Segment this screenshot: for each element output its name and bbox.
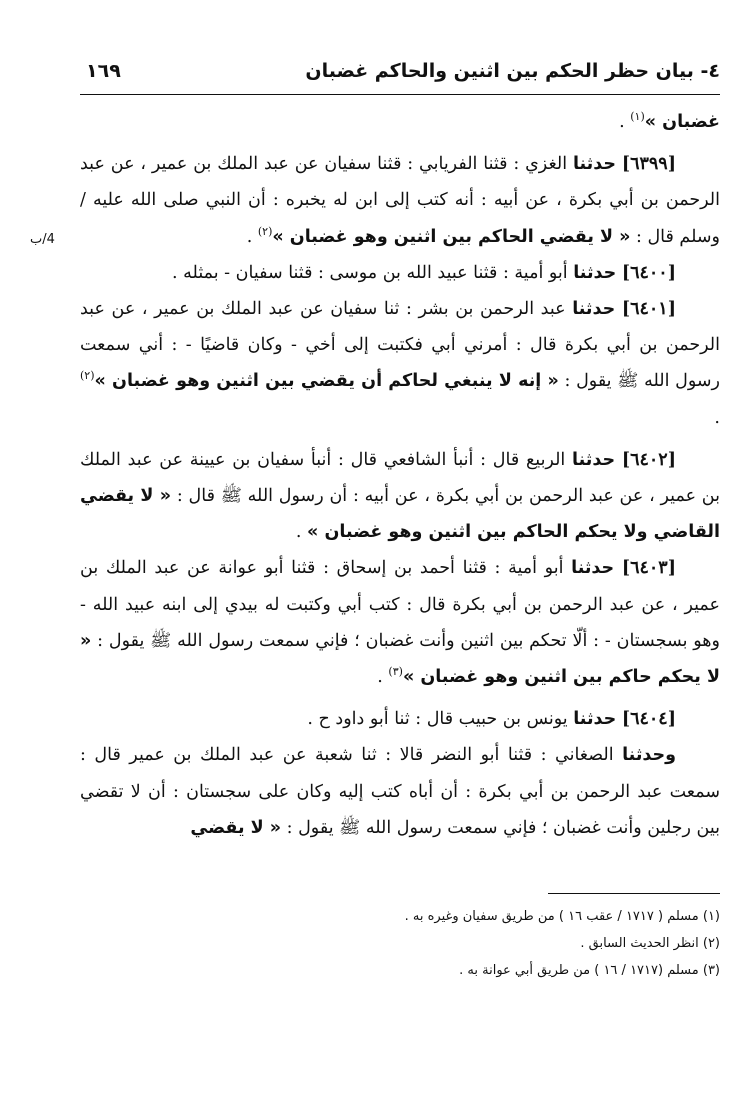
hadith-6402 — [80, 442, 720, 551]
matn-text: « لا يقضي القاضي ولا يحكم الحاكم بين اثنين وهو غضبان » — [80, 486, 720, 543]
footnotes — [80, 903, 720, 984]
hadith-number: [٦٤٠٣] — [621, 558, 676, 579]
manuscript-folio-marker: 4/ب — [30, 232, 55, 247]
footnote-1: (١) مسلم ( ١٧١٧ / عقب ١٦ ) من طريق سفيان وغيره به . — [404, 909, 720, 924]
isnad-text: الغزي : قثنا الفريابي : قثنا سفيان عن عبد الملك بن عمير ، عن عبد الرحمن بن أبي بكرة ، عن أبيه : أنه كتب إلى ابن له يخبره : أن النبي صلى الله عليه / وسلم قال : — [80, 154, 720, 247]
hadith-text — [80, 104, 720, 846]
footnote-ref: (٢) — [80, 369, 95, 383]
hadith-6403 — [80, 550, 720, 695]
paragraph-end: . — [246, 226, 258, 247]
matn-text: « إنه لا ينبغي لحاكم أن يقضي بين اثنين وهو غضبان » — [94, 371, 559, 392]
paragraph-end: . — [619, 112, 631, 132]
footnote-3: (٣) مسلم (١٧١٧ / ١٦ ) من طريق أبي عوانة به . — [459, 963, 720, 978]
narration-keyword: حدثنا — [573, 262, 617, 283]
isnad-text: عبد الرحمن بن بشر : ثنا سفيان عن عبد الملك بن عمير ، عن عبد الرحمن بن أبي بكرة قال : أمرني أبي فكتبت إلى أخي - وكان قاضيًا - : أني سمعت رسول الله ﷺ يقول : — [80, 299, 720, 392]
isnad-text: الربيع قال : أنبأ الشافعي قال : أنبأ سفيان بن عيينة عن عبد الملك بن عمير ، عن عبد الرحمن بن أبي بكرة ، عن أبيه : أن رسول الله ﷺ قال : — [80, 449, 720, 507]
matn-text: غضبان » — [644, 112, 720, 132]
hadith-6400 — [80, 255, 720, 291]
hadith-6399 — [80, 146, 720, 255]
page-number: ١٦٩ — [86, 60, 121, 82]
hadith-6404 — [80, 701, 720, 737]
matn-text: « لا يحكم حاكم بين اثنين وهو غضبان » — [80, 630, 720, 688]
narration-keyword: حدثنا — [573, 709, 617, 730]
matn-text: « لا يقضي — [190, 817, 282, 838]
footnote-ref: (٢) — [257, 224, 273, 238]
hadith-number: [٦٤٠٠] — [621, 262, 676, 283]
footnote-ref: (١) — [630, 110, 645, 124]
isnad-text: يونس بن حبيب قال : ثنا أبو داود ح . — [307, 709, 574, 730]
hadith-6404-second-chain — [80, 737, 720, 846]
paragraph-end: . — [377, 667, 389, 688]
hadith-number: [٦٤٠٢] — [621, 449, 676, 470]
footnote-ref: (٣) — [388, 665, 403, 679]
narration-keyword: حدثنا — [572, 449, 616, 470]
paragraph-end: . — [295, 522, 308, 543]
continued-paragraph — [80, 104, 720, 140]
narration-keyword: حدثنا — [572, 299, 616, 320]
chapter-title: ٤- بيان حظر الحكم بين اثنين والحاكم غضبان — [305, 60, 720, 82]
narration-keyword: حدثنا — [571, 558, 615, 579]
narration-keyword: حدثنا — [572, 154, 616, 175]
hadith-number: [٦٣٩٩] — [621, 154, 676, 175]
isnad-text: أبو أمية : قثنا عبيد الله بن موسى : قثنا سفيان - بمثله . — [172, 262, 574, 283]
footnote-separator — [548, 893, 720, 894]
running-header — [80, 52, 720, 95]
paragraph-end: . — [714, 407, 720, 428]
footnote-2: (٢) انظر الحديث السابق . — [580, 936, 720, 951]
isnad-text: الصغاني : قثنا أبو النضر قالا : ثنا شعبة عن عبد الملك بن عمير قال : سمعت عبد الرحمن بن أبي بكرة : أن أباه كتب إليه وكان على سجستان : أن لا تقضي بين رجلين وأنت غضبان ؛ فإني سمعت رسول الله ﷺ يقول : — [80, 745, 720, 838]
hadith-6401 — [80, 291, 720, 436]
matn-text: « لا يقضي الحاكم بين اثنين وهو غضبان » — [272, 226, 631, 247]
narration-keyword: وحدثنا — [622, 745, 676, 766]
hadith-number: [٦٤٠٤] — [621, 709, 676, 730]
isnad-text: أبو أمية : قثنا أحمد بن إسحاق : قثنا أبو عوانة عن عبد الملك بن عمير ، عن عبد الرحمن بن أبي بكرة قال : كتب أبي وكتبت له بيدي إلى ابنه عبيد الله - وهو بسجستان - : ألّا تحكم بين اثنين وأنت غضبان ؛ فإني سمعت رسول الله ﷺ يقول : — [80, 558, 720, 651]
hadith-number: [٦٤٠١] — [621, 299, 676, 320]
